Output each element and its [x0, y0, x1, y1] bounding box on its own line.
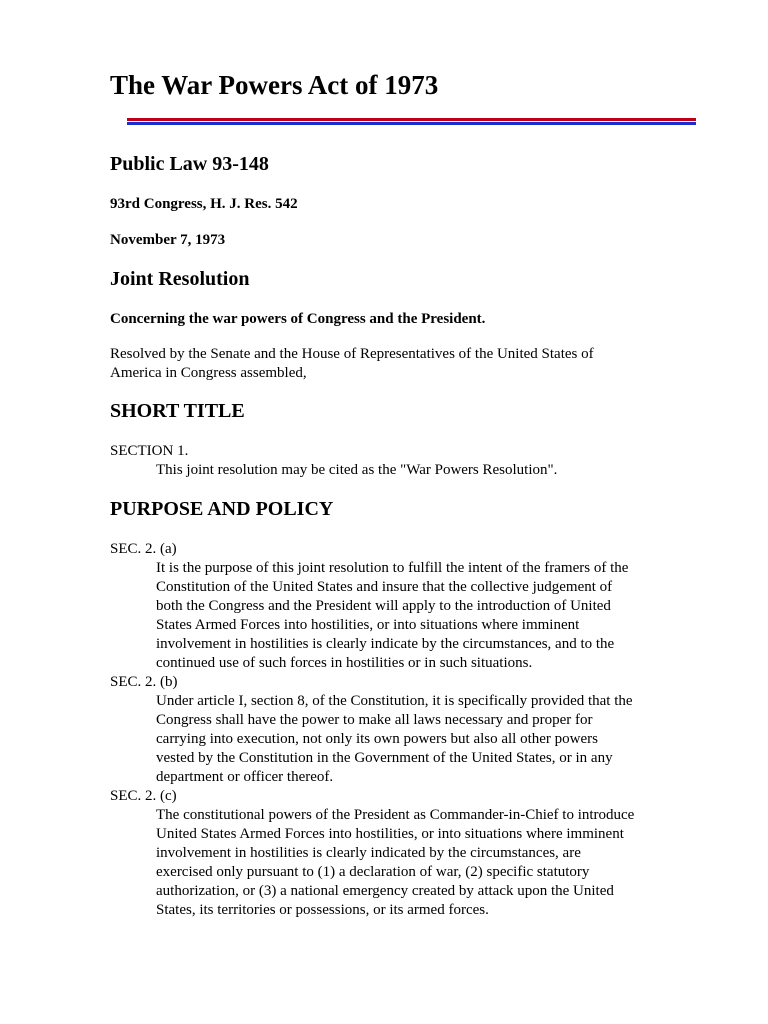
- section-2c-label: SEC. 2. (c): [110, 788, 177, 804]
- section-line: Congress shall have the power to make all laws necessary and proper for: [156, 712, 593, 728]
- section-2c-body: [156, 806, 726, 920]
- section-line: United States Armed Forces into hostilities, or into situations where imminent: [156, 826, 624, 842]
- resolved-line: Resolved by the Senate and the House of Representatives of the United States of: [110, 346, 594, 362]
- short-title-heading: SHORT TITLE: [110, 400, 245, 422]
- section-line: involvement in hostilities is clearly indicate by the circumstances, and to the: [156, 636, 615, 652]
- section-line: This joint resolution may be cited as the "War Powers Resolution".: [156, 462, 558, 478]
- section-line: exercised only pursuant to (1) a declaration of war, (2) specific statutory: [156, 864, 590, 880]
- section-line: The constitutional powers of the President as Commander-in-Chief to introduce: [156, 807, 635, 823]
- law-number-heading: Public Law 93-148: [110, 153, 269, 175]
- section-2a-body: [156, 559, 726, 673]
- title-divider: [127, 118, 696, 125]
- section-2a-label: SEC. 2. (a): [110, 541, 177, 557]
- section-2b-label: SEC. 2. (b): [110, 674, 178, 690]
- section-line: Constitution of the United States and insure that the collective judgement of: [156, 579, 613, 595]
- resolved-line: America in Congress assembled,: [110, 365, 307, 381]
- document-title: The War Powers Act of 1973: [110, 70, 439, 100]
- section-line: It is the purpose of this joint resolution to fulfill the intent of the framers of the: [156, 560, 629, 576]
- section-2b-body: [156, 692, 726, 787]
- concerning-line: Concerning the war powers of Congress and the President.: [110, 311, 486, 327]
- purpose-policy-heading: PURPOSE AND POLICY: [110, 498, 334, 520]
- section-line: vested by the Constitution in the Government of the United States, or in any: [156, 750, 613, 766]
- resolved-paragraph: [110, 345, 690, 383]
- section-line: involvement in hostilities is clearly indicated by the circumstances, are: [156, 845, 581, 861]
- date-line: November 7, 1973: [110, 232, 226, 248]
- section-line: continued use of such forces in hostilities or in such situations.: [156, 655, 533, 671]
- section-line: department or officer thereof.: [156, 769, 334, 785]
- section-1-body: [156, 461, 726, 480]
- section-line: States, its territories or possessions, or its armed forces.: [156, 902, 489, 918]
- section-line: Under article I, section 8, of the Constitution, it is specifically provided that the: [156, 693, 633, 709]
- section-line: authorization, or (3) a national emergency created by attack upon the United: [156, 883, 614, 899]
- divider-stripe-blue: [127, 122, 696, 125]
- section-line: carrying into execution, not only its own powers but also all other powers: [156, 731, 598, 747]
- section-line: both the Congress and the President will apply to the introduction of United: [156, 598, 611, 614]
- section-1-label: SECTION 1.: [110, 443, 189, 459]
- joint-resolution-heading: Joint Resolution: [110, 268, 250, 290]
- congress-line: 93rd Congress, H. J. Res. 542: [110, 196, 298, 212]
- section-line: States Armed Forces into hostilities, or into situations where imminent: [156, 617, 580, 633]
